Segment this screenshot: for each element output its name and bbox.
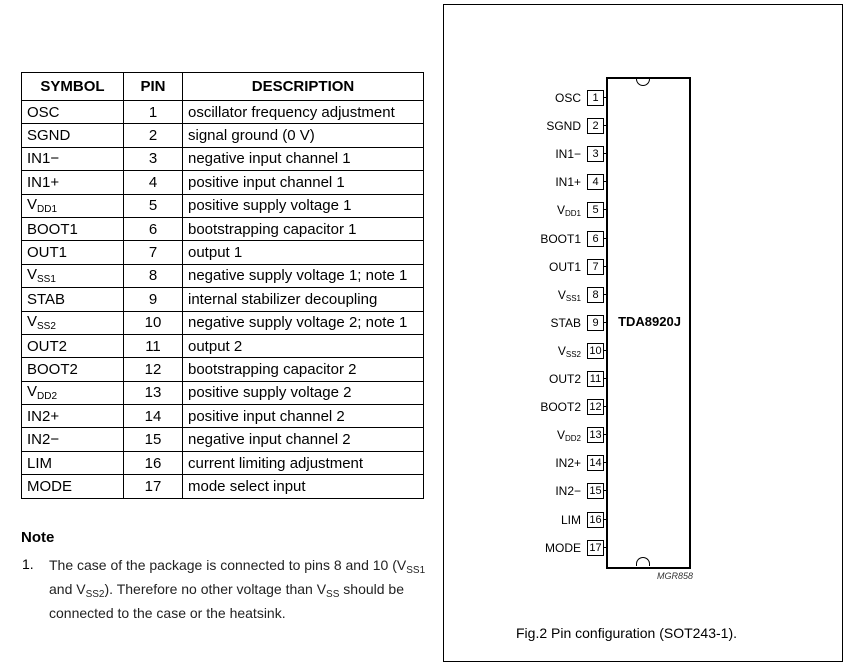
chip-pin-lead [604,378,606,379]
chip-pin-label [551,315,581,331]
chip-pin-lead [604,209,606,210]
chip-pin-lead [604,294,606,295]
cell-pin: 11 [124,334,183,357]
chip-notch-bottom [636,557,650,566]
chip-pin-label [545,540,581,556]
table-row [22,475,424,498]
cell-pin: 1 [124,101,183,124]
symbol-subscript: DD2 [37,391,58,403]
chip-pin [500,259,606,275]
cell-description: current limiting adjustment [183,451,424,474]
chip-pin-symbol: STAB [550,315,581,330]
note-text-part: ). Therefore no other voltage than V [104,581,327,597]
chip-pin-lead [604,490,606,491]
symbol-text: IN1+ [27,173,60,191]
chip-pin-symbol: IN1+ [555,175,581,190]
chip-pin-symbol: V [557,287,566,302]
cell-description: negative supply voltage 2; note 1 [183,311,424,334]
cell-pin: 10 [124,311,183,334]
chip-pin-label [549,259,581,275]
note-text-subscript: SS [326,589,340,600]
chip-pin-label [549,371,581,387]
table-row [22,171,424,194]
table-row [22,217,424,240]
cell-pin: 14 [124,405,183,428]
chip-pin [500,483,606,499]
cell-symbol [22,147,124,170]
symbol-text: LIM [27,454,53,472]
symbol-subscript: SS2 [37,321,56,333]
table-row [22,311,424,334]
chip-pin-symbol: BOOT2 [540,400,581,415]
chip-pin-label [557,427,581,447]
chip-pin-symbol: OSC [554,91,581,105]
chip-pin-symbol: BOOT1 [540,231,581,246]
cell-description: negative input channel 2 [183,428,424,451]
symbol-text: IN1− [27,150,60,168]
note-text-subscript: SS2 [85,589,105,600]
chip-pin-symbol: V [556,428,565,443]
cell-pin: 7 [124,241,183,264]
cell-pin: 4 [124,171,183,194]
chip-pin-number: 15 [587,483,604,499]
chip-pin-number: 9 [587,315,604,331]
symbol-text: OUT2 [27,337,68,355]
symbol-text: MODE [27,477,72,495]
cell-symbol [22,288,124,311]
cell-description: positive supply voltage 1 [183,194,424,217]
cell-symbol [22,358,124,381]
chip-pin-number: 4 [587,174,604,190]
chip-pin-number: 6 [587,231,604,247]
cell-symbol [22,101,124,124]
chip-pin [500,231,606,247]
chip-pin-symbol: OUT2 [548,372,581,386]
chip-pin-subscript: SS1 [565,293,581,303]
cell-description: output 2 [183,334,424,357]
note-text-subscript: SS1 [406,565,426,576]
chip-pin-number: 5 [587,202,604,218]
table-row [22,264,424,287]
chip-pin-label [557,202,581,222]
cell-description: bootstrapping capacitor 1 [183,217,424,240]
cell-symbol [22,264,124,287]
chip-name: TDA8920J [618,314,681,329]
note-text [49,556,429,623]
note-text-part: The case of the package is connected to pins 8 and 10 (V [49,557,407,573]
chip-pin-label [558,343,581,363]
cell-description: positive input channel 2 [183,405,424,428]
table-row [22,451,424,474]
pin-description-table [21,72,424,499]
cell-symbol [22,194,124,217]
chip-pin-lead [604,322,606,323]
header-symbol: SYMBOL [22,73,124,101]
cell-symbol [22,334,124,357]
chip-pin-label [555,146,581,162]
cell-symbol [22,405,124,428]
cell-pin: 16 [124,451,183,474]
chip-pin [500,427,606,443]
cell-description: negative supply voltage 1; note 1 [183,264,424,287]
chip-pin-lead [604,266,606,267]
chip-pin-symbol: IN1− [555,147,581,162]
table-row [22,101,424,124]
chip-pin-label [555,455,581,471]
chip-pin-symbol: V [556,203,565,218]
cell-pin: 3 [124,147,183,170]
symbol-text: V [27,266,38,284]
chip-pin-label [561,512,581,528]
chip-pin [500,399,606,415]
cell-symbol [22,381,124,404]
chip-pin [500,512,606,528]
figure-code: MGR858 [657,571,694,581]
chip-pin-number: 11 [587,371,604,387]
note-text-part: should be connected to the case or the heatsink. [49,581,404,621]
chip-pin-symbol: MODE [545,540,581,555]
chip-pin [500,174,606,190]
chip-pin-lead [604,434,606,435]
symbol-subscript: DD1 [37,204,58,216]
chip-pin-lead [604,519,606,520]
chip-pin-symbol: OUT1 [548,259,581,274]
cell-symbol [22,171,124,194]
note-text-part: and V [49,581,86,597]
chip-pin-symbol: LIM [560,512,581,527]
cell-symbol [22,124,124,147]
chip-pin-label [555,90,581,106]
symbol-text: IN2− [27,431,60,449]
cell-description: signal ground (0 V) [183,124,424,147]
chip-pin-lead [604,350,606,351]
chip-pin-number: 17 [587,540,604,556]
table-row [22,381,424,404]
chip-pin-subscript: DD1 [564,209,581,219]
chip-pin [500,315,606,331]
symbol-text: V [27,383,38,401]
cell-pin: 2 [124,124,183,147]
chip-pin [500,540,606,556]
chip-pin-lead [604,406,606,407]
cell-pin: 17 [124,475,183,498]
table-row [22,428,424,451]
chip-pin-lead [604,97,606,98]
symbol-text: IN2+ [27,407,60,425]
table-row [22,194,424,217]
chip-pin-number: 2 [587,118,604,134]
chip-pin [500,287,606,303]
chip-pin-lead [604,181,606,182]
chip-pin [500,90,606,106]
header-description: DESCRIPTION [183,73,424,101]
note-number: 1. [22,556,34,572]
chip-pin-number: 8 [587,287,604,303]
symbol-text: V [27,313,38,331]
symbol-text: SGND [27,127,71,145]
symbol-text: BOOT2 [27,360,78,378]
chip-pin-label [555,483,581,499]
cell-description: output 1 [183,241,424,264]
chip-pin-symbol: V [557,343,566,358]
chip-pin-label [558,287,581,307]
cell-description: negative input channel 1 [183,147,424,170]
cell-pin: 15 [124,428,183,451]
cell-description: internal stabilizer decoupling [183,288,424,311]
symbol-text: V [27,196,38,214]
chip-pin-subscript: SS2 [565,349,581,359]
cell-description: oscillator frequency adjustment [183,101,424,124]
cell-symbol [22,311,124,334]
chip-pin-lead [604,125,606,126]
chip-pin-number: 7 [587,259,604,275]
chip-pin-lead [604,238,606,239]
chip-pin-label [540,399,581,415]
table-row [22,358,424,381]
chip-pin [500,343,606,359]
table-row [22,124,424,147]
cell-description: positive supply voltage 2 [183,381,424,404]
symbol-text: OUT1 [27,244,68,262]
cell-symbol [22,451,124,474]
cell-symbol [22,475,124,498]
chip-pin [500,146,606,162]
cell-pin: 13 [124,381,183,404]
cell-pin: 9 [124,288,183,311]
chip-pin-label [555,174,581,190]
cell-pin: 12 [124,358,183,381]
chip-pin-number: 12 [587,399,604,415]
table-row [22,147,424,170]
symbol-subscript: SS1 [37,274,56,286]
cell-description: positive input channel 1 [183,171,424,194]
chip-pin-label [540,231,581,247]
chip-pin-label [546,118,581,134]
chip-pin-number: 10 [587,343,604,359]
chip-pin-symbol: IN2− [555,484,581,499]
figure-caption: Fig.2 Pin configuration (SOT243-1). [516,625,737,641]
table-row [22,241,424,264]
chip-pin-number: 3 [587,146,604,162]
chip-pin-symbol: SGND [546,119,581,134]
cell-symbol [22,241,124,264]
note-heading: Note [21,529,55,546]
chip-pin-number: 14 [587,455,604,471]
symbol-text: STAB [27,290,66,308]
cell-pin: 8 [124,264,183,287]
table-row [22,288,424,311]
cell-description: bootstrapping capacitor 2 [183,358,424,381]
chip-pin-number: 16 [587,512,604,528]
cell-pin: 5 [124,194,183,217]
table-header-row [22,73,424,101]
cell-symbol [22,217,124,240]
chip-pin-lead [604,153,606,154]
header-pin: PIN [124,73,183,101]
cell-description: mode select input [183,475,424,498]
chip-pin-number: 13 [587,427,604,443]
chip-pin-number: 1 [587,90,604,106]
chip-pin [500,371,606,387]
table-row [22,405,424,428]
chip-pin [500,202,606,218]
chip-pin-lead [604,547,606,548]
symbol-text: BOOT1 [27,220,78,238]
chip-pin-lead [604,462,606,463]
chip-pin [500,118,606,134]
chip-pin [500,455,606,471]
cell-symbol [22,428,124,451]
table-row [22,334,424,357]
cell-pin: 6 [124,217,183,240]
chip-pin-symbol: IN2+ [555,456,581,471]
chip-pin-subscript: DD2 [564,434,581,444]
symbol-text: OSC [27,103,60,121]
